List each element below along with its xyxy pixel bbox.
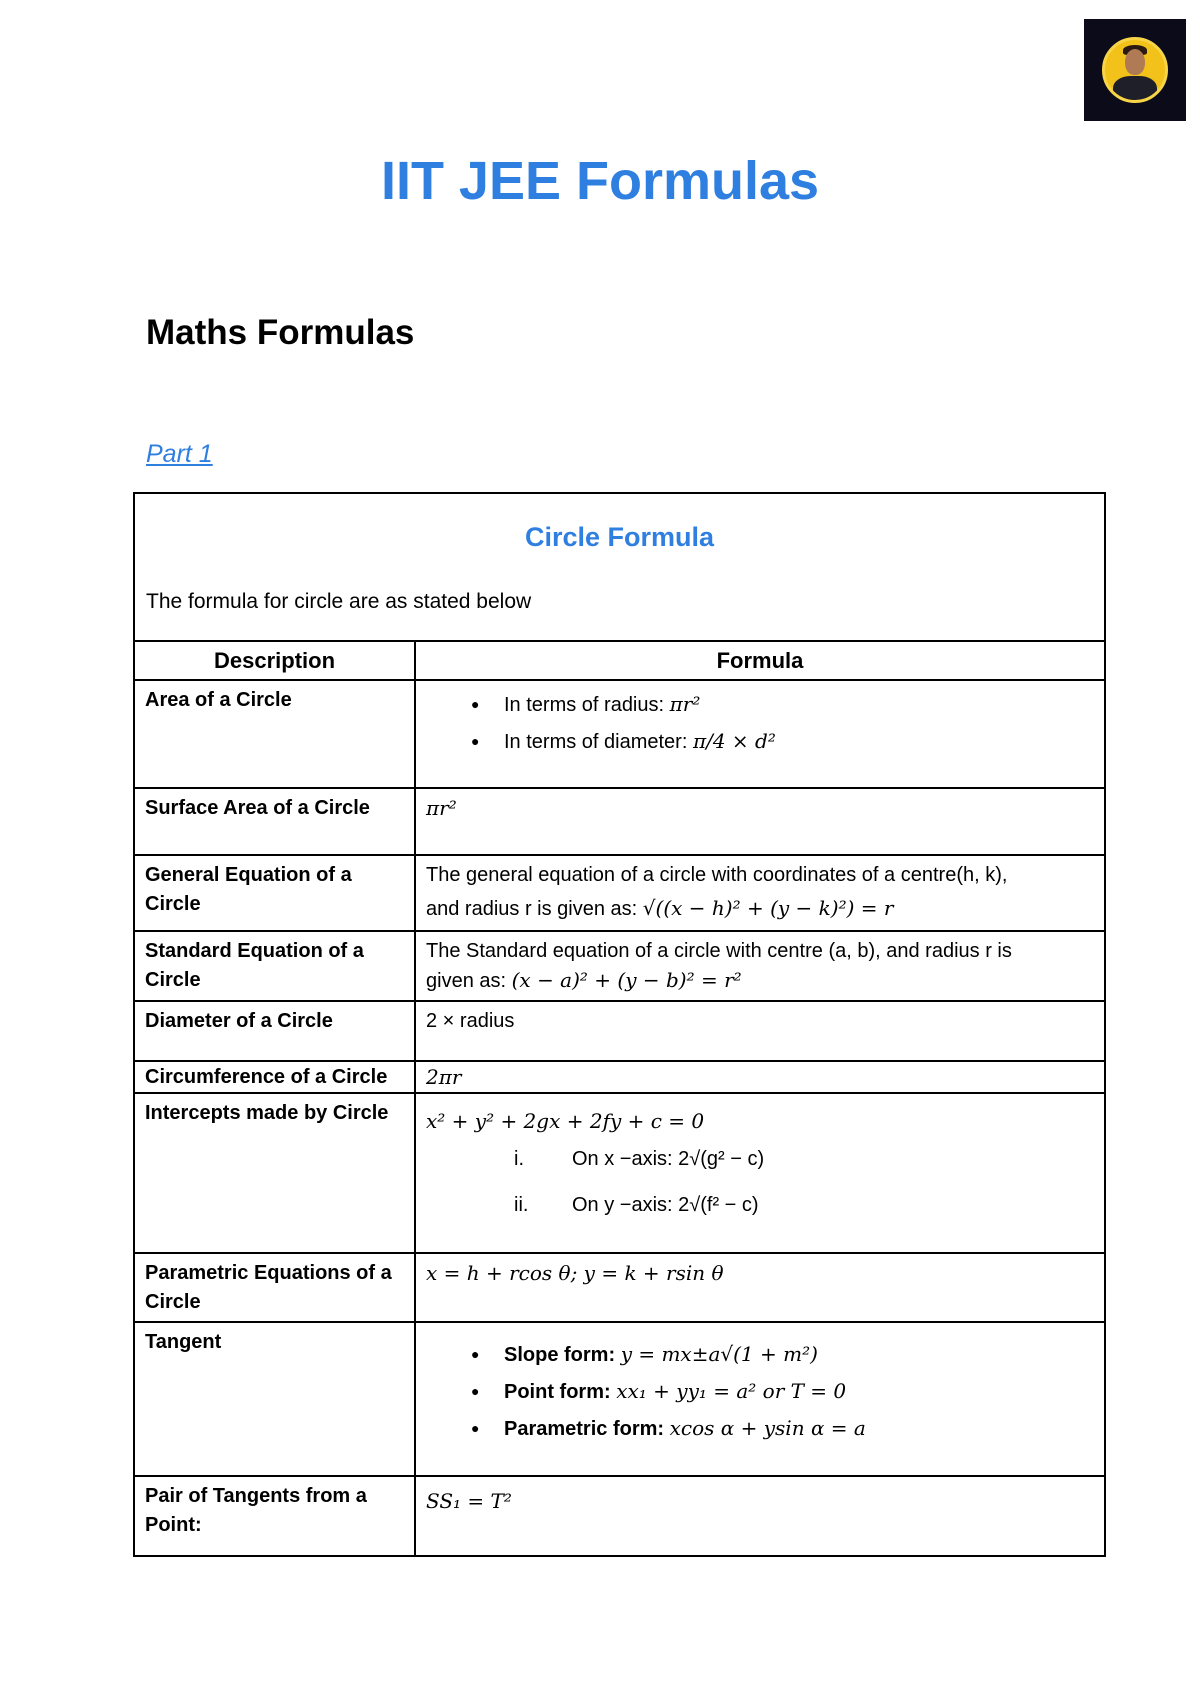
row-formula — [415, 931, 1104, 1001]
row-formula — [415, 855, 1104, 931]
table-row — [135, 788, 1104, 855]
table-heading: Circle Formula — [524, 522, 715, 552]
row-desc: Area of a Circle — [135, 680, 415, 788]
list-item: ● Slope form: y = mx±a√(1 + m²) — [504, 1336, 1094, 1373]
row-desc: Intercepts made by Circle — [135, 1093, 415, 1253]
page-title: IIT JEE Formulas — [380, 151, 820, 211]
table-row — [135, 1061, 1104, 1093]
row-formula — [415, 1322, 1104, 1476]
table-header-row — [135, 642, 1104, 680]
formula-text: and radius r is given as: √((x − h)² + (y − k)²) = r — [426, 896, 894, 920]
table-row — [135, 1322, 1104, 1476]
formula-text: given as: (x − a)² + (y − b)² = r² — [426, 968, 742, 992]
list-item: ● In terms of diameter: π/4 × d² — [504, 723, 1094, 760]
table-row — [135, 1001, 1104, 1061]
list-item: ● Parametric form: xcos α + ysin α = a — [504, 1410, 1094, 1447]
row-formula: πr² — [415, 788, 1104, 855]
row-desc: Tangent — [135, 1322, 415, 1476]
row-formula: SS₁ = T² — [415, 1476, 1104, 1555]
list-item: i. On x −axis: 2√(g² − c) — [514, 1148, 765, 1170]
table-intro — [135, 494, 1104, 642]
formula-text: x² + y² + 2gx + 2fy + c = 0 — [426, 1109, 705, 1133]
row-desc: General Equation of a Circle — [135, 855, 415, 931]
row-desc: Pair of Tangents from a Point: — [135, 1476, 415, 1555]
part-link[interactable]: Part 1 — [146, 440, 213, 468]
formula-grid — [135, 642, 1104, 1555]
list-item: ● Point form: xx₁ + yy₁ = a² or T = 0 — [504, 1373, 1094, 1410]
list-item: ii. On y −axis: 2√(f² − c) — [514, 1194, 759, 1216]
formula-text: The general equation of a circle with coordinates of a centre(h, k), — [426, 864, 1008, 886]
row-desc: Standard Equation of a Circle — [135, 931, 415, 1001]
section-heading: Maths Formulas — [146, 313, 415, 352]
brand-logo — [1084, 19, 1186, 121]
row-desc: Diameter of a Circle — [135, 1001, 415, 1061]
table-row — [135, 1093, 1104, 1253]
table-row — [135, 1476, 1104, 1555]
list-item: ● In terms of radius: πr² — [504, 686, 1094, 723]
avatar-body — [1113, 76, 1157, 103]
row-formula: x = h + rcos θ; y = k + rsin θ — [415, 1253, 1104, 1322]
table-row — [135, 931, 1104, 1001]
formula-text: The Standard equation of a circle with centre (a, b), and radius r is — [426, 940, 1012, 962]
row-desc: Circumference of a Circle — [135, 1061, 415, 1093]
row-desc: Parametric Equations of a Circle — [135, 1253, 415, 1322]
row-formula — [415, 1093, 1104, 1253]
table-row — [135, 855, 1104, 931]
row-formula — [415, 680, 1104, 788]
table-intro-text: The formula for circle are as stated below — [146, 590, 532, 613]
col-formula: Formula — [716, 648, 804, 673]
row-desc: Surface Area of a Circle — [135, 788, 415, 855]
row-formula: 2πr — [415, 1061, 1104, 1093]
table-row — [135, 680, 1104, 788]
col-description: Description — [135, 642, 415, 680]
avatar — [1102, 37, 1168, 103]
table-row — [135, 1253, 1104, 1322]
avatar-head — [1125, 49, 1145, 75]
row-formula: 2 × radius — [415, 1001, 1104, 1061]
formula-table — [133, 492, 1106, 1557]
